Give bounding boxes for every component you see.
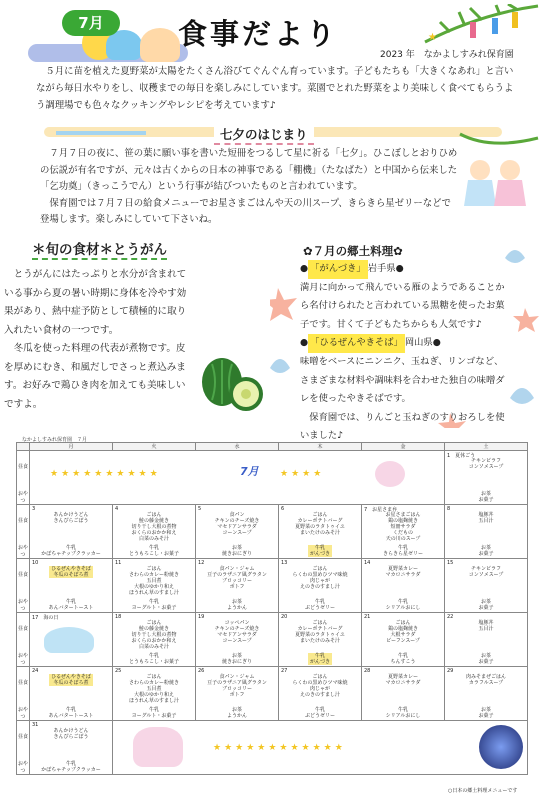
calendar-day-cell [362, 613, 445, 667]
snack-menu-text: 牛乳 ヨーグルト・お菓子 [131, 599, 177, 611]
dish-name: 「ひるぜんやきそば」 [308, 334, 405, 353]
calendar-week-row [17, 613, 528, 667]
bamboo-icon [420, 4, 540, 44]
lunch-menu [362, 620, 444, 644]
snack-menu [30, 545, 112, 557]
calendar-week-row [17, 559, 528, 613]
calendar-day-cell [30, 667, 113, 721]
lunch-menu-text: 食パン チキンのチーズ焼き マセドアンサラダ コーンスープ [214, 512, 260, 536]
snack-menu-text: 牛乳 とうもろこし・お菓子 [128, 545, 179, 557]
day-number: 28 [364, 668, 371, 674]
seasonal-paragraph-1: とうがんにはたっぷりと水分が含まれている事から夏の暑い時期に身体を冷やす効果があり、熱中症予防として積極的に取り入れたい食材の一つです。 [4, 269, 187, 336]
day-number: 13 [281, 560, 288, 566]
lunch-menu-text: ごはん 鶏の塩麹焼き 大根サラダ ビーフンスープ [386, 620, 420, 644]
snack-menu [113, 653, 195, 665]
corner-cell [17, 443, 30, 451]
row-label-lunch: 昼食 [17, 518, 28, 524]
snack-menu [196, 707, 278, 719]
calendar-day-cell [196, 505, 279, 559]
snack-menu-text: 牛乳 ぶどうゼリー [304, 599, 335, 611]
snack-menu [445, 545, 527, 557]
lunch-menu-text: ひるぜんやきそば 冬瓜のそぼろ煮 [51, 566, 91, 578]
lunch-menu [362, 566, 444, 578]
snack-menu [279, 707, 361, 719]
lunch-menu-text: ごはん カレーポテトバーグ 夏野菜のラタトゥイユ まいたけのみそ汁 [295, 620, 345, 644]
lunch-menu [30, 512, 112, 524]
lunch-menu-text: ごはん さわらのカレー粉焼き 五目煮 大根のゆかり和え ほうれん草のすまし汁 [128, 566, 179, 596]
day-number: 7 お星さま弁 [364, 507, 398, 513]
calendar-day-cell [30, 451, 445, 505]
calendar-day-cell [30, 721, 113, 775]
snack-menu-text: 牛乳 シリアルおにし [385, 599, 421, 611]
snack-menu-text: 牛乳 がんづき [310, 545, 330, 557]
snack-menu-text: お茶 お菓子 [478, 599, 494, 611]
tanabata-paragraph-2: 保育園では７月７日の給食メニューでお星さまごはんや天の川スープ、きらきら星ゼリーなどで登場します。楽しみにしていて下さいね。 [40, 197, 451, 225]
snack-menu [30, 599, 112, 611]
row-label-cell [17, 667, 30, 721]
row-label-cell [17, 721, 30, 775]
milky-way-icon [479, 725, 523, 769]
day-number: 20 [281, 614, 288, 620]
snack-menu-text: 牛乳 かぼちゃチップクラッカー [41, 545, 101, 557]
winter-melon-icon [198, 354, 268, 414]
snack-menu-text: 牛乳 あんバタートースト [48, 707, 94, 719]
dish-name: 「がんづき」 [308, 260, 368, 279]
snack-menu-text: 牛乳 きらきら星ゼリー [382, 545, 423, 557]
lunch-menu-text: ごはん カレーポテトバーグ 夏野菜のラタトゥイユ まいたけのみそ汁 [295, 512, 345, 536]
snack-menu-text: お茶 ようかん [226, 599, 247, 611]
day-number: 8 [447, 506, 451, 512]
day-number: 25 [115, 668, 122, 674]
calendar-week-row [17, 505, 528, 559]
lunch-menu [445, 674, 527, 686]
lunch-menu-text: 塩豚丼 五目汁 [478, 620, 494, 632]
snack-menu [30, 707, 112, 719]
menu-calendar [16, 442, 528, 775]
calendar-day-cell [279, 613, 362, 667]
lunch-menu-text: 肉みそまぜごはん カラフルスープ [465, 674, 506, 686]
calendar-day-cell [30, 505, 113, 559]
lunch-menu [196, 620, 278, 644]
row-label-snack: おやつ [17, 653, 28, 666]
day-number: 10 [32, 560, 39, 566]
lunch-menu-text: ごはん 鮭の藤金焼き 切り干し大根の煮物 おくらのおかか和え 白菜のみそ汁 [131, 512, 177, 542]
snack-menu-text: 牛乳 ちんすこう [390, 653, 416, 665]
snack-menu-text: お茶 焼きおにぎり [221, 545, 252, 557]
calendar-day-cell [30, 613, 113, 667]
snack-menu [279, 653, 361, 665]
calendar-week-row [17, 667, 528, 721]
row-label-snack: おやつ [17, 491, 28, 504]
calendar-day-cell [362, 667, 445, 721]
snack-menu-text: お茶 お菓子 [478, 707, 494, 719]
lunch-menu [445, 566, 527, 578]
local-dish-title: ✿７月の郷土料理✿ [303, 244, 403, 258]
lunch-menu-text: 夏野菜カレー マカロニサラダ [385, 566, 421, 578]
snack-menu [113, 599, 195, 611]
lunch-menu [279, 512, 361, 536]
snack-menu-text: 牛乳 あんバタートースト [48, 599, 94, 611]
calendar-day-cell [279, 559, 362, 613]
lunch-menu-text: チキンピラフ コンソメスープ [468, 458, 504, 470]
snack-menu-text: 牛乳 ぶどうゼリー [304, 707, 335, 719]
local-item-1-heading [300, 260, 510, 279]
star-row-decoration: ★★★★★★★★★★ [50, 469, 161, 479]
lunch-menu [196, 566, 278, 590]
day-number: 14 [364, 560, 371, 566]
snack-menu [196, 545, 278, 557]
calendar-day-cell [362, 559, 445, 613]
calendar-day-cell [445, 451, 528, 505]
day-number: 19 [198, 614, 205, 620]
beach-icon [44, 627, 94, 653]
calendar-day-cell [279, 505, 362, 559]
tanabata-title: 七夕のはじまり [214, 125, 314, 145]
calendar-day-cell [445, 559, 528, 613]
tanabata-couple-icon [133, 727, 183, 767]
calendar-day-cell [196, 667, 279, 721]
svg-text:★: ★ [428, 32, 437, 43]
day-number: 26 [198, 668, 205, 674]
snack-menu [362, 707, 444, 719]
calendar-header: なかよしすみれ保育園 ７月 [22, 437, 88, 443]
snack-menu-text: 牛乳 ヨーグルト・お菓子 [131, 707, 177, 719]
row-label-lunch: 昼食 [17, 626, 28, 632]
snack-menu [445, 491, 527, 503]
calendar-day-cell [279, 667, 362, 721]
day-number: 15 [447, 560, 454, 566]
row-label-snack: おやつ [17, 545, 28, 558]
row-label-lunch: 昼食 [17, 680, 28, 686]
weekday-header: 金 [362, 443, 445, 451]
calendar-day-cell [30, 559, 113, 613]
lunch-menu-text: ごはん さわらのカレー粉焼き 五目煮 大根のゆかり和え ほうれん草のすまし汁 [128, 674, 179, 704]
lunch-menu-text: ごはん らくわの黒めひツマ味焼 肉じゃが えのきのすまし汁 [292, 566, 348, 590]
day-number: 27 [281, 668, 288, 674]
seasonal-title: ＊旬の食材＊とうがん [32, 238, 167, 260]
row-label-cell [17, 505, 30, 559]
snack-menu-text: 牛乳 かぼちゃチップクラッカー [41, 761, 101, 773]
row-label-cell [17, 559, 30, 613]
row-label-snack: おやつ [17, 599, 28, 612]
lunch-menu-text: コッペパン チキンのチーズ焼き マセドアンサラダ コーンスープ [214, 620, 260, 644]
snack-menu-text: 牛乳 がんづき [310, 653, 330, 665]
local-item-1-text: 満月に向かって飛んでいる雁のようであることから名付けられたと言われている黒糖を使ったお菓子です。甘くて子どもたちからも人気です♪ [300, 281, 505, 330]
calendar-day-cell [196, 559, 279, 613]
lunch-menu [445, 620, 527, 632]
snack-menu-text: お茶 お菓子 [478, 545, 494, 557]
tanabata-body [40, 146, 460, 229]
tanabata-paragraph-1: ７月７日の夜に、笹の葉に願い事を書いた短冊をつるして星に祈る「七夕」。ひこぼしとおりひめの伝説が有名ですが、元々は古くからの日本の神事である「棚機」（たなばた）と中国から伝来した「乞功奠」（きっこうでん）という行事が結びついたものと言われています。 [40, 148, 458, 192]
lunch-menu-text: あんかけうどん きんぴらごぼう [53, 728, 89, 740]
local-closing: 保育園では、りんごと玉ねぎのすりおろしを使いました♪ [300, 411, 505, 442]
day-number: 12 [198, 560, 205, 566]
day-number: 22 [447, 614, 454, 620]
lunch-menu [279, 620, 361, 644]
row-label-lunch: 昼食 [17, 734, 28, 740]
local-item-2-text: 味噌をベースにニンニク、玉ねぎ、リンゴなど、さまざまな材料や調味料を合わせた独自の味噌ダレを使ったやきそばです。 [300, 355, 505, 405]
rabbit-icon [375, 461, 405, 487]
day-number: 5 [198, 506, 202, 512]
snack-menu [113, 707, 195, 719]
seasonal-body [4, 266, 190, 414]
lunch-menu [196, 512, 278, 536]
snack-menu [30, 761, 112, 773]
lunch-menu [113, 674, 195, 704]
dish-region: 岩手県● [367, 263, 404, 274]
calendar-day-cell [113, 505, 196, 559]
snack-menu [279, 545, 361, 557]
calendar-week-row [17, 721, 528, 775]
date-and-school: 2023 年 なかよしすみれ保育園 [380, 50, 514, 60]
month-badge-small: 7月 [240, 465, 259, 478]
weekday-header: 火 [113, 443, 196, 451]
lunch-menu-text: 塩豚丼 五目汁 [478, 512, 494, 524]
calendar-day-cell [113, 721, 528, 775]
day-number: 29 [447, 668, 454, 674]
calendar-day-cell [113, 559, 196, 613]
row-label-snack: おやつ [17, 707, 28, 720]
snack-menu-text: お茶 お菓子 [478, 653, 494, 665]
lunch-menu [279, 566, 361, 590]
footer-note: ○日本の郷土料理メニューです [448, 788, 518, 794]
bullet: ● [300, 263, 309, 274]
lunch-menu [445, 512, 527, 524]
lunch-menu-text: あんかけうどん きんぴらごぼう [53, 512, 89, 524]
calendar-day-cell [196, 613, 279, 667]
day-number: 4 [115, 506, 119, 512]
day-number: 3 [32, 506, 36, 512]
lunch-menu-text: 夏野菜カレー マカロニサラダ [385, 674, 421, 686]
lunch-menu [279, 674, 361, 698]
weekday-header: 月 [30, 443, 113, 451]
lunch-menu [30, 728, 112, 740]
snack-menu [196, 599, 278, 611]
snack-menu [362, 599, 444, 611]
bullet: ● [300, 337, 309, 349]
snack-menu-text: お茶 焼きおにぎり [221, 653, 252, 665]
snack-menu-text: 牛乳 シリアルおにし [385, 707, 421, 719]
day-number: 17 海の日 [32, 615, 59, 621]
lunch-menu [362, 674, 444, 686]
tanabata-couple-icon [450, 130, 540, 210]
row-label-cell [17, 451, 30, 505]
snack-menu [445, 653, 527, 665]
dish-region: 岡山県● [404, 337, 441, 349]
local-item-2-heading [300, 334, 510, 353]
row-label-snack: おやつ [17, 761, 28, 774]
day-number: 31 [32, 722, 39, 728]
lunch-menu-text: チキンピラフ コンソメスープ [468, 566, 504, 578]
lunch-menu-text: お星さまごはん 鶏の塩麹焼き 短冊サラダ くだもの 天の川のスープ [385, 512, 421, 542]
day-number: 6 [281, 506, 285, 512]
lunch-menu [113, 512, 195, 542]
snack-menu-text: お茶 お菓子 [478, 491, 494, 503]
intro-text [36, 63, 516, 114]
lunch-menu-text: 食パン・ジャム 豆子のラザニア風グラタン ブロッコリー ポトフ [207, 674, 267, 698]
day-number: 1 夏休ごう [447, 453, 476, 459]
calendar-day-cell [445, 667, 528, 721]
lunch-menu [113, 566, 195, 596]
lunch-menu [113, 620, 195, 650]
day-number: 11 [115, 560, 122, 566]
weekday-header: 木 [279, 443, 362, 451]
calendar-weekday-row [17, 443, 528, 451]
snack-menu [362, 545, 444, 557]
intro-paragraph: ５月に苗を植えた夏野菜が太陽をたくさん浴びてぐんぐん育っています。子どもたちも「大きくなあれ」と言いながら毎日水やりをし、収穫までの毎日を楽しみにしています。菜園でとれた野菜をより美味しく食べてもらうよう調理場でも色々なクッキングやレシピを考えています♪ [36, 66, 514, 111]
hikoboshi-illustration [140, 28, 180, 62]
lunch-menu [30, 674, 112, 686]
page-title: 食事だより [178, 17, 339, 51]
snack-menu [445, 707, 527, 719]
calendar-day-cell [113, 667, 196, 721]
lunch-menu [30, 566, 112, 578]
weekday-header: 土 [445, 443, 528, 451]
lunch-menu-text: ごはん らくわの黒めひツマ味焼 肉じゃが えのきのすまし汁 [292, 674, 348, 698]
lunch-menu-text: ひるぜんやきそば 冬瓜のそぼろ煮 [51, 674, 91, 686]
row-label-lunch: 昼食 [17, 464, 28, 470]
snack-menu-text: お茶 ようかん [226, 707, 247, 719]
weekday-header: 水 [196, 443, 279, 451]
lunch-menu [445, 458, 527, 470]
snack-menu [445, 599, 527, 611]
calendar-day-cell [362, 505, 445, 559]
calendar-week-row [17, 451, 528, 505]
local-dish-body [300, 260, 510, 446]
snack-menu [362, 653, 444, 665]
snack-menu [113, 545, 195, 557]
month-badge: 7月 [62, 10, 120, 36]
star-row-decoration: ★★★★ [280, 469, 325, 479]
section-band-accent [56, 131, 146, 135]
lunch-menu-text: 食パン・ジャム 豆子のラザニア風グラタン ブロッコリー ポトフ [207, 566, 267, 590]
snack-menu-text: 牛乳 とうもろこし・お菓子 [128, 653, 179, 665]
seasonal-paragraph-2: 冬瓜を使った料理の代表が煮物です。皮を厚めにむき、和風だしでさっと煮込みます。お好みで鶏ひき肉を加えても美味しいですよ。 [4, 343, 186, 410]
calendar-day-cell [445, 613, 528, 667]
calendar-day-cell [445, 505, 528, 559]
day-number: 21 [364, 614, 371, 620]
star-row-decoration: ★★★★★★★★★★★★ [213, 743, 346, 753]
lunch-menu [196, 674, 278, 698]
row-label-cell [17, 613, 30, 667]
snack-menu [279, 599, 361, 611]
lunch-menu [362, 512, 444, 542]
day-number: 18 [115, 614, 122, 620]
row-label-lunch: 昼食 [17, 572, 28, 578]
lunch-menu-text: ごはん 鮭の藤金焼き 切り干し大根の煮物 おくらのおかか和え 白菜のみそ汁 [131, 620, 177, 650]
calendar-day-cell [113, 613, 196, 667]
snack-menu [196, 653, 278, 665]
day-number: 24 [32, 668, 39, 674]
